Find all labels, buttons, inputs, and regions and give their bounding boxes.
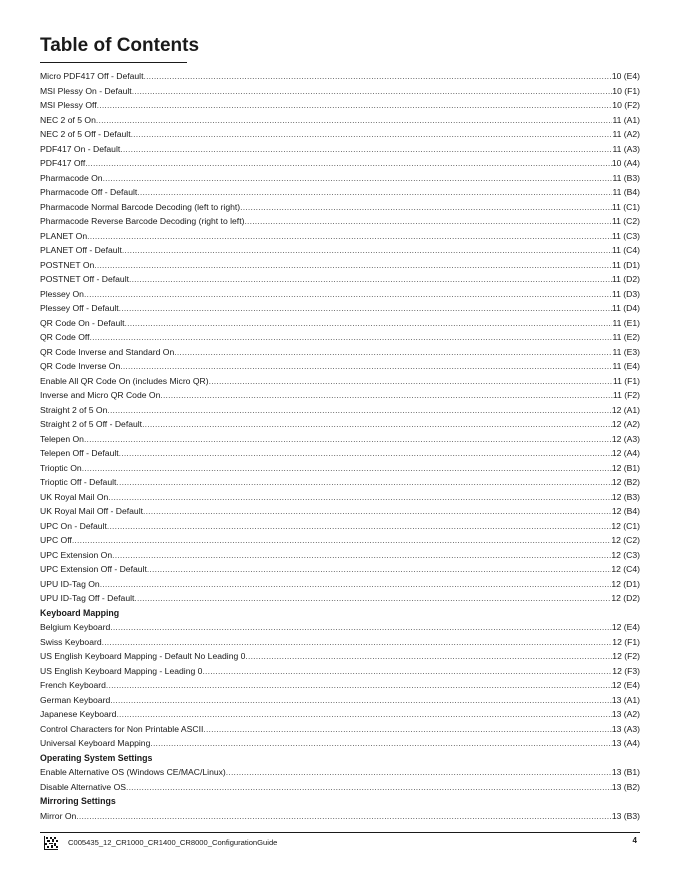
- toc-entry-label: US English Keyboard Mapping - Leading 0: [40, 665, 203, 676]
- toc-entry[interactable]: [40, 780, 640, 795]
- toc-entry-label: Pharmacode Off - Default: [40, 187, 138, 197]
- toc-entry[interactable]: [40, 635, 640, 650]
- toc-entry-label: UPC Extension On: [40, 549, 113, 560]
- toc-entry[interactable]: [40, 345, 640, 360]
- toc-entry[interactable]: [40, 156, 640, 171]
- toc-entry-page: 11 (C3): [611, 230, 640, 241]
- dot-leader: [160, 388, 613, 403]
- dot-leader: [102, 635, 613, 650]
- dot-leader: [244, 214, 612, 229]
- toc-entry-label: UPU ID-Tag Off - Default: [40, 593, 135, 603]
- toc-entry[interactable]: [40, 287, 640, 302]
- dot-leader: [137, 185, 612, 200]
- dot-leader: [120, 359, 612, 374]
- toc-entry-page: 12 (F2): [612, 651, 640, 661]
- toc-entry-label: Trioptic Off - Default: [40, 477, 117, 487]
- dot-leader: [120, 142, 612, 157]
- toc-entry-page: 11 (D3): [611, 288, 640, 299]
- toc-entry-label: Pharmacode Normal Barcode Decoding (left to right): [40, 201, 241, 212]
- toc-entry-label: Micro PDF417 Off - Default: [40, 71, 144, 81]
- toc-entry-page: 10 (A4): [611, 158, 640, 168]
- toc-entry-label: QR Code Inverse and Standard On: [40, 346, 175, 357]
- toc-entry-label: QR Code Off: [40, 332, 90, 342]
- toc-entry-label: UPU ID-Tag On: [40, 578, 100, 589]
- dot-leader: [203, 722, 611, 737]
- dot-leader: [76, 809, 612, 824]
- dot-leader: [90, 330, 613, 345]
- toc-entry-page: 12 (C2): [611, 535, 640, 545]
- toc-entry-label: MSI Plessy Off: [40, 100, 97, 110]
- toc-entry-label: Inverse and Micro QR Code On: [40, 390, 161, 400]
- toc-entry[interactable]: [40, 69, 640, 84]
- toc-entry-page: 12 (F1): [612, 636, 640, 647]
- toc-entry-page: 12 (D2): [611, 593, 640, 603]
- toc-entry-page: 11 (D2): [611, 274, 640, 284]
- dot-leader: [131, 127, 613, 142]
- dot-leader: [119, 301, 612, 316]
- dot-leader: [96, 113, 613, 128]
- toc-entry[interactable]: [40, 707, 640, 722]
- toc-entry-label: PLANET On: [40, 230, 88, 241]
- toc-entry[interactable]: [40, 562, 640, 577]
- dot-leader: [116, 475, 611, 490]
- toc-entry-label: Enable All QR Code On (includes Micro QR): [40, 375, 209, 386]
- toc-entry-page: 11 (C2): [611, 216, 640, 226]
- toc-entry-label: UPC On - Default: [40, 520, 107, 531]
- toc-entry-label: Swiss Keyboard: [40, 636, 102, 647]
- dot-leader: [143, 504, 612, 519]
- dot-leader: [174, 345, 612, 360]
- dot-leader: [94, 258, 612, 273]
- toc-entry-page: 11 (A1): [612, 114, 640, 125]
- toc-entry[interactable]: [40, 490, 640, 505]
- toc-entry-label: Belgium Keyboard: [40, 622, 111, 632]
- toc-entry-label: Pharmacode On: [40, 172, 103, 183]
- toc-entry-page: 12 (C1): [611, 520, 640, 531]
- toc-entry-page: 13 (B1): [611, 767, 640, 777]
- toc-list: [40, 69, 640, 823]
- toc-entry-label: Plessey Off - Default: [40, 303, 119, 313]
- toc-entry-label: Plessey On: [40, 288, 84, 299]
- toc-entry-label: US English Keyboard Mapping - Default No Leading 0: [40, 651, 246, 661]
- toc-entry[interactable]: [40, 446, 640, 461]
- toc-entry[interactable]: [40, 461, 640, 476]
- toc-entry-label: UK Royal Mail On: [40, 491, 109, 502]
- toc-entry-page: 12 (E4): [611, 622, 640, 632]
- toc-entry-label: POSTNET Off - Default: [40, 274, 129, 284]
- dot-leader: [97, 98, 613, 113]
- toc-entry[interactable]: [40, 504, 640, 519]
- toc-entry-page: 12 (A3): [611, 433, 640, 444]
- toc-entry-page: 13 (A2): [611, 709, 640, 719]
- dot-leader: [84, 432, 612, 447]
- toc-entry-label: PLANET Off - Default: [40, 245, 122, 255]
- toc-entry[interactable]: [40, 171, 640, 186]
- toc-entry-page: 10 (E4): [611, 71, 640, 81]
- toc-entry-label: Disable Alternative OS: [40, 781, 126, 792]
- dot-leader: [209, 374, 613, 389]
- toc-entry-page: 11 (C4): [611, 245, 640, 255]
- dot-leader: [226, 765, 612, 780]
- toc-entry-page: 13 (A1): [611, 694, 640, 705]
- toc-entry[interactable]: [40, 765, 640, 780]
- dot-leader: [147, 562, 612, 577]
- toc-entry-page: 12 (A1): [611, 404, 640, 415]
- toc-entry[interactable]: [40, 577, 640, 592]
- dot-leader: [119, 446, 612, 461]
- toc-entry-page: 11 (E4): [612, 361, 640, 371]
- toc-entry[interactable]: [40, 229, 640, 244]
- toc-entry[interactable]: [40, 548, 640, 563]
- toc-entry[interactable]: [40, 200, 640, 215]
- dot-leader: [107, 519, 611, 534]
- toc-entry-label: PDF417 Off: [40, 158, 86, 168]
- toc-entry[interactable]: [40, 359, 640, 374]
- toc-entry[interactable]: [40, 475, 640, 490]
- toc-entry-label: German Keyboard: [40, 694, 111, 705]
- toc-entry-label: Straight 2 of 5 On: [40, 404, 108, 415]
- toc-entry-page: 13 (B2): [611, 781, 640, 792]
- toc-entry-page: 11 (F2): [612, 390, 640, 400]
- toc-entry[interactable]: [40, 403, 640, 418]
- toc-entry[interactable]: [40, 374, 640, 389]
- toc-entry-page: 12 (E4): [611, 680, 640, 690]
- toc-entry-label: Japanese Keyboard: [40, 709, 117, 719]
- toc-entry[interactable]: [40, 258, 640, 273]
- dot-leader: [107, 403, 611, 418]
- toc-entry-label: UPC Off: [40, 535, 72, 545]
- toc-entry-page: 12 (D1): [611, 578, 640, 589]
- datamatrix-code-icon: [44, 836, 58, 850]
- toc-entry-page: 11 (C1): [611, 201, 640, 212]
- dot-leader: [122, 243, 612, 258]
- toc-entry[interactable]: [40, 142, 640, 157]
- dot-leader: [150, 736, 611, 751]
- dot-leader: [126, 780, 612, 795]
- toc-entry-label: POSTNET On: [40, 259, 95, 270]
- toc-entry[interactable]: [40, 316, 640, 331]
- toc-entry-page: 13 (A3): [611, 723, 640, 734]
- toc-entry-page: 10 (F1): [612, 85, 640, 96]
- toc-entry-page: 11 (A2): [612, 129, 640, 139]
- toc-entry-label: Telepen Off - Default: [40, 448, 119, 458]
- toc-entry[interactable]: [40, 185, 640, 200]
- toc-entry[interactable]: [40, 84, 640, 99]
- toc-entry[interactable]: [40, 243, 640, 258]
- toc-entry[interactable]: [40, 533, 640, 548]
- footer-divider: [40, 832, 640, 833]
- toc-entry[interactable]: [40, 722, 640, 737]
- toc-entry-page: 11 (E1): [612, 317, 640, 328]
- toc-entry[interactable]: [40, 417, 640, 432]
- dot-leader: [103, 171, 613, 186]
- toc-section-heading: Operating System Settings: [40, 752, 153, 763]
- toc-entry[interactable]: [40, 809, 640, 824]
- toc-entry[interactable]: [40, 272, 640, 287]
- toc-entry-page: 11 (D1): [611, 259, 640, 270]
- toc-entry-page: 11 (B3): [612, 172, 640, 183]
- toc-entry-label: Straight 2 of 5 Off - Default: [40, 419, 143, 429]
- dot-leader: [202, 664, 612, 679]
- dot-leader: [134, 591, 611, 606]
- dot-leader: [125, 316, 613, 331]
- toc-entry-label: PDF417 On - Default: [40, 143, 121, 154]
- toc-entry-page: 11 (E3): [612, 346, 640, 357]
- toc-entry-label: French Keyboard: [40, 680, 106, 690]
- dot-leader: [87, 229, 612, 244]
- dot-leader: [110, 620, 612, 635]
- toc-entry-label: Mirror On: [40, 810, 77, 821]
- toc-entry-page: 12 (F3): [612, 665, 640, 676]
- toc-section-heading: Keyboard Mapping: [40, 607, 120, 618]
- toc-entry-page: 12 (A4): [611, 448, 640, 458]
- title-underline: [40, 62, 187, 63]
- toc-entry-page: 11 (D4): [611, 303, 640, 313]
- toc-entry-page: 12 (B4): [611, 506, 640, 516]
- dot-leader: [132, 84, 613, 99]
- dot-leader: [85, 156, 612, 171]
- dot-leader: [245, 649, 612, 664]
- toc-entry-label: Universal Keyboard Mapping: [40, 738, 151, 748]
- toc-entry-label: Control Characters for Non Printable ASCII: [40, 723, 204, 734]
- dot-leader: [72, 533, 612, 548]
- toc-entry[interactable]: [40, 330, 640, 345]
- toc-entry-page: 13 (A4): [611, 738, 640, 748]
- toc-entry[interactable]: [40, 736, 640, 751]
- toc-entry[interactable]: [40, 591, 640, 606]
- toc-entry[interactable]: [40, 620, 640, 635]
- toc-entry-page: 11 (E2): [612, 332, 640, 342]
- dot-leader: [108, 490, 612, 505]
- toc-entry-page: 12 (A2): [611, 419, 640, 429]
- toc-entry-label: QR Code On - Default: [40, 317, 125, 328]
- toc-entry-label: MSI Plessy On - Default: [40, 85, 132, 96]
- dot-leader: [129, 272, 612, 287]
- toc-entry[interactable]: [40, 127, 640, 142]
- toc-entry[interactable]: [40, 113, 640, 128]
- toc-entry-page: 12 (B2): [611, 477, 640, 487]
- page-title: Table of Contents: [40, 35, 200, 56]
- toc-entry-label: NEC 2 of 5 Off - Default: [40, 129, 131, 139]
- toc-entry-label: Pharmacode Reverse Barcode Decoding (right to left): [40, 216, 245, 226]
- dot-leader: [110, 693, 612, 708]
- dot-leader: [143, 69, 611, 84]
- toc-entry-page: 12 (B1): [611, 462, 640, 473]
- toc-section-heading: Mirroring Settings: [40, 796, 116, 806]
- toc-entry[interactable]: [40, 664, 640, 679]
- toc-entry-page: 12 (C4): [611, 564, 640, 574]
- toc-entry-page: 11 (A3): [612, 143, 640, 154]
- footer-page-number: 4: [632, 836, 637, 845]
- toc-entry-page: 12 (C3): [611, 549, 640, 560]
- toc-entry-label: QR Code Inverse On: [40, 361, 121, 371]
- toc-entry[interactable]: [40, 678, 640, 693]
- toc-entry-page: 11 (B4): [612, 187, 640, 197]
- dot-leader: [106, 678, 612, 693]
- dot-leader: [84, 287, 612, 302]
- toc-entry-label: NEC 2 of 5 On: [40, 114, 96, 125]
- dot-leader: [116, 707, 611, 722]
- toc-entry-label: UK Royal Mail Off - Default: [40, 506, 143, 516]
- toc-entry-page: 13 (B3): [611, 810, 640, 821]
- toc-entry[interactable]: [40, 649, 640, 664]
- toc-entry[interactable]: [40, 693, 640, 708]
- toc-entry-label: Telepen On: [40, 433, 84, 444]
- dot-leader: [142, 417, 612, 432]
- toc-entry[interactable]: [40, 214, 640, 229]
- toc-entry-label: UPC Extension Off - Default: [40, 564, 147, 574]
- toc-entry[interactable]: [40, 301, 640, 316]
- dot-leader: [240, 200, 612, 215]
- toc-entry-page: 10 (F2): [612, 100, 640, 110]
- toc-entry[interactable]: [40, 432, 640, 447]
- dot-leader: [112, 548, 611, 563]
- toc-entry[interactable]: [40, 519, 640, 534]
- toc-entry-label: Enable Alternative OS (Windows CE/MAC/Linux): [40, 767, 226, 777]
- footer-document-name: C005435_12_CR1000_CR1400_CR8000_ConfigurationGuide: [68, 838, 278, 847]
- toc-entry[interactable]: [40, 98, 640, 113]
- toc-entry-label: Trioptic On: [40, 462, 82, 473]
- toc-entry-page: 12 (B3): [611, 491, 640, 502]
- dot-leader: [100, 577, 612, 592]
- toc-entry[interactable]: [40, 388, 640, 403]
- toc-entry-page: 11 (F1): [612, 375, 640, 386]
- dot-leader: [82, 461, 612, 476]
